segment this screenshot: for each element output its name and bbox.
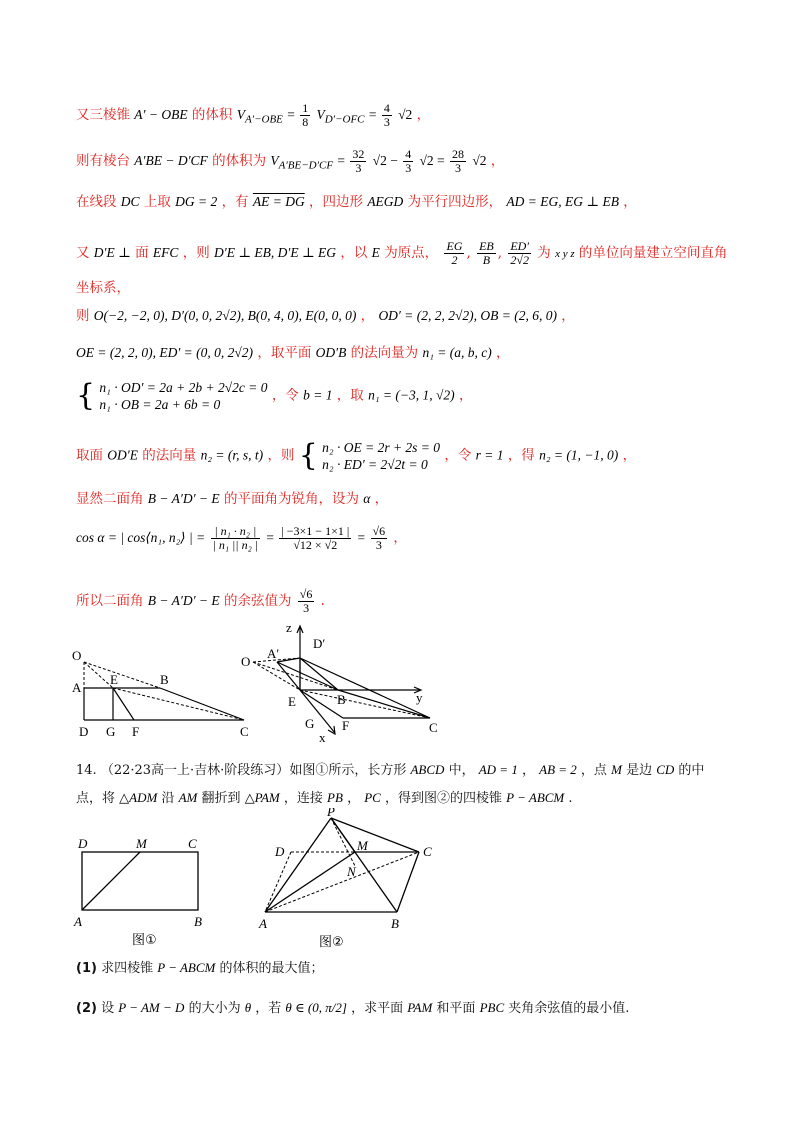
- problem-source: （22·23高一上·吉林·阶段练习）: [100, 763, 290, 778]
- math-expr: b = 1: [303, 387, 333, 403]
- math-expr: =: [266, 530, 278, 545]
- problem-number: 14.: [76, 763, 97, 778]
- edge-BC: [160, 688, 244, 720]
- segment-AM: [82, 852, 140, 910]
- label-F: F: [342, 718, 350, 733]
- text: 上取: [143, 194, 171, 210]
- text: 如图①所示，长方形: [289, 763, 407, 778]
- problem-14-line-2: [76, 788, 573, 809]
- edge-PA: [265, 818, 331, 912]
- label-D': D′: [313, 636, 326, 651]
- numerator: √6: [299, 587, 313, 601]
- solution-line-1: [76, 102, 430, 130]
- math-expr: PB: [327, 790, 343, 805]
- math-expr: A′BE − D′CF: [134, 153, 208, 168]
- math-expr: M: [611, 762, 622, 777]
- fraction: [477, 240, 496, 267]
- numerator: EG: [446, 239, 463, 253]
- math-expr: D′E ⊥ EB, D′E ⊥ EG: [214, 245, 337, 260]
- question-1: [76, 958, 324, 979]
- math-expr: E: [371, 245, 380, 260]
- math-expr: ABCD: [410, 762, 445, 777]
- label-B: B: [337, 692, 346, 707]
- math-expr: n₁ = (−3, 1, √2): [368, 387, 455, 403]
- text: 在线段: [76, 194, 117, 210]
- text: ，: [490, 153, 505, 169]
- text: 点，将: [76, 791, 116, 806]
- math-expr: √2: [472, 153, 487, 168]
- math-expr: AE = DG: [252, 194, 305, 209]
- text: 则: [76, 308, 90, 324]
- text: ，: [521, 763, 535, 778]
- text: ，连接: [283, 791, 323, 806]
- label-D: D: [79, 724, 89, 739]
- math-expr: PAM: [407, 1000, 433, 1015]
- brace: {: [298, 438, 318, 473]
- math-expr: AEGD: [367, 194, 404, 209]
- math-expr: =: [357, 530, 369, 545]
- math-interval: (0, π/2]: [307, 1000, 347, 1015]
- label-C: C: [240, 724, 249, 739]
- solution-line-7: [76, 343, 510, 363]
- text: ，: [623, 194, 637, 210]
- label-B: B: [160, 672, 169, 687]
- text: 为平行四边形，: [407, 194, 503, 210]
- text: ，求平面: [351, 1001, 404, 1016]
- numerator: ED′: [510, 239, 529, 253]
- edge-D'C: [300, 658, 430, 718]
- text: 的体积为: [212, 153, 267, 169]
- text: 中，: [448, 763, 475, 778]
- text: ，以: [340, 245, 368, 261]
- denominator: | n₁ || n₂ |: [212, 538, 259, 552]
- numerator: EB: [479, 239, 494, 253]
- fraction: [403, 148, 413, 175]
- solution-line-4: 又 D′E ⊥ 面 EFC ，则 D′E ⊥ EB, D′E ⊥ EG ，以 E 为原点， $\frac{EG}{2}$ , $\frac{EB}{B}$ , $\frac{ED'}{2√2}$ 为 x y z 的单位向量建立空间直角: [76, 239, 728, 267]
- fraction: [508, 240, 531, 267]
- math-expr: AB = 2: [539, 762, 577, 777]
- text: ，则: [182, 245, 210, 261]
- text: ，: [347, 791, 361, 806]
- math-expr: PBC: [479, 1000, 505, 1015]
- denominator: 2√2: [510, 253, 529, 267]
- math-expr: D′E ⊥: [93, 245, 131, 260]
- text: ，取平面: [257, 345, 312, 361]
- text: ，: [416, 107, 431, 123]
- solution-line-10: [76, 489, 388, 509]
- text: ，则: [267, 447, 295, 464]
- label-M: M: [357, 838, 368, 853]
- label-A': A′: [267, 646, 280, 661]
- math-expr: V: [236, 107, 245, 122]
- math-expr: n₂ = (1, −1, 0): [539, 447, 619, 463]
- label-F: F: [132, 724, 140, 739]
- math-expr: α: [363, 491, 371, 506]
- label-z: z: [286, 620, 292, 635]
- edge-PC: [331, 818, 419, 852]
- math-expr: V: [316, 107, 325, 122]
- problem-14-line-1: [76, 760, 704, 781]
- solution-line-3: [76, 192, 637, 212]
- text: ，令: [444, 447, 472, 464]
- fraction: [298, 588, 315, 615]
- math-expr: O(−2, −2, 0), D′(0, 0, 2√2), B(0, 4, 0), E(0, 0, 0): [93, 308, 357, 323]
- text: ，: [561, 308, 575, 324]
- text: 又三棱锥: [76, 107, 130, 123]
- math-expr: cos α = | cos⟨n₁, n₂⟩ | =: [76, 530, 209, 545]
- text: ，: [374, 491, 389, 507]
- equation: n₂ · OE = 2r + 2s = 0: [322, 440, 441, 455]
- text: 的中: [678, 763, 705, 778]
- label-O: O: [72, 648, 82, 663]
- denominator: 3: [405, 161, 412, 175]
- caption-figure-1: 图①: [132, 933, 157, 948]
- math-expr: x y z: [555, 248, 575, 260]
- math-sub: A′−OBE: [244, 113, 283, 126]
- label-B: B: [391, 916, 399, 931]
- numerator: 4: [405, 147, 412, 161]
- denominator: 3: [455, 161, 462, 175]
- dashed-OB: [84, 662, 160, 688]
- label-A: A: [259, 916, 267, 931]
- text: 的法向量: [142, 447, 197, 464]
- math-expr: V: [270, 153, 279, 168]
- solution-line-9: [76, 438, 636, 478]
- numerator: 4: [383, 101, 390, 115]
- text: 是边: [626, 763, 653, 778]
- label-P: P: [327, 808, 335, 819]
- fraction: [350, 148, 366, 175]
- text: ，有: [221, 194, 249, 210]
- text: ，取: [336, 387, 364, 404]
- math-expr: AD = EG, EG ⊥ EB: [506, 194, 619, 209]
- equation-system: [99, 379, 267, 413]
- label-x: x: [319, 730, 326, 743]
- figure-2-pyramid: [255, 808, 445, 950]
- math-expr: =: [368, 107, 380, 122]
- edge-BC: [397, 852, 419, 912]
- question-2: [76, 998, 629, 1019]
- label-y: y: [416, 690, 423, 705]
- label-E: E: [288, 694, 296, 709]
- label-D: D: [78, 836, 88, 851]
- math-expr: √2 −: [372, 153, 402, 168]
- text: 的法向量为: [350, 345, 419, 361]
- denominator: B: [482, 253, 491, 267]
- fraction: [382, 102, 392, 129]
- math-expr: r = 1: [475, 447, 504, 463]
- solution-line-12: [76, 588, 325, 615]
- solution-line-8: [76, 378, 472, 418]
- math-expr: B − A′D′ − E: [147, 593, 220, 608]
- label-D: D: [275, 844, 285, 859]
- denominator: √12 × √2: [293, 538, 338, 552]
- equation: n₁ · OD′ = 2a + 2b + 2√2c = 0: [99, 380, 268, 395]
- denominator: 8: [302, 115, 309, 129]
- text: 的余弦值为: [223, 593, 292, 609]
- math-expr: OD′ = (2, 2, 2√2), OB = (2, 6, 0): [378, 308, 557, 323]
- label-C: C: [423, 844, 432, 859]
- text: .: [320, 593, 325, 609]
- solution-line-6: [76, 306, 575, 326]
- text: ，: [458, 387, 473, 404]
- math-expr: OD′E: [107, 447, 138, 463]
- text: 又: [76, 245, 90, 261]
- label-G: G: [305, 716, 315, 731]
- label-C: C: [429, 720, 438, 735]
- label-E: E: [110, 672, 118, 687]
- math-expr: P − ABCM: [157, 960, 216, 975]
- text: ，: [496, 345, 510, 361]
- math-expr: △ADM: [119, 790, 158, 805]
- math-expr: θ ∈: [285, 1000, 308, 1015]
- math-expr: OD′B: [315, 345, 347, 360]
- math-expr: =: [337, 153, 349, 168]
- math-expr: OE = (2, 2, 0), ED′ = (0, 0, 2√2): [76, 345, 254, 360]
- math-expr: B − A′D′ − E: [147, 491, 220, 506]
- text: 和平面: [436, 1001, 476, 1016]
- denominator: 3: [375, 538, 382, 552]
- question-number: (2): [76, 1001, 97, 1016]
- dashed-OE: [253, 662, 300, 690]
- text: 的平面角为锐角，设为: [223, 491, 359, 507]
- text: 的大小为: [188, 1001, 241, 1016]
- text: ，: [393, 530, 407, 546]
- text: 的单位向量建立空间直角: [578, 245, 728, 261]
- numerator: | n₁ · n₂ |: [211, 525, 261, 539]
- math-expr: =: [287, 107, 299, 122]
- text: ，点: [580, 763, 607, 778]
- denominator: 3: [383, 115, 390, 129]
- fraction: [300, 102, 310, 129]
- math-expr: P − ABCM: [506, 790, 565, 805]
- math-expr: A′ − OBE: [134, 107, 188, 122]
- math-sub: A′BE−D′CF: [278, 159, 334, 172]
- edge-EF: [113, 688, 134, 720]
- text: 取面: [76, 447, 103, 464]
- edge-A'B: [277, 662, 338, 690]
- figure-1-rectangle: [70, 834, 220, 949]
- math-expr: n₁ = (a, b, c): [422, 345, 492, 360]
- text: 求四棱锥: [101, 961, 154, 976]
- text: 显然二面角: [76, 491, 144, 507]
- caption-figure-2: 图②: [319, 935, 344, 950]
- math-expr: DC: [120, 194, 140, 209]
- x-arrow: [328, 726, 335, 734]
- math-expr: n₂ = (r, s, t): [200, 447, 264, 463]
- text: ，: [360, 308, 375, 324]
- text: 坐标系，: [76, 280, 130, 296]
- fraction: [450, 148, 466, 175]
- math-expr: AD = 1: [478, 762, 518, 777]
- numerator: 28: [452, 147, 465, 161]
- equation-system: [322, 439, 440, 473]
- label-B: B: [194, 914, 202, 929]
- text: 所以二面角: [76, 593, 144, 609]
- solution-line-5: [76, 278, 130, 298]
- math-expr: △PAM: [244, 790, 280, 805]
- label-A: A: [72, 680, 82, 695]
- edge-D'B: [300, 658, 338, 690]
- dashed-OE: [84, 662, 113, 688]
- math-expr: θ: [244, 1000, 252, 1015]
- fraction: [279, 525, 351, 552]
- dashed-OB: [253, 662, 338, 690]
- label-C: C: [188, 836, 197, 851]
- denominator: 2: [451, 253, 458, 267]
- math-sub: D′−OFC: [324, 113, 365, 126]
- text: ，得: [507, 447, 535, 464]
- text: 翻折到: [201, 791, 241, 806]
- text: 的体积的最大值；: [219, 961, 324, 976]
- text: 为原点，: [384, 245, 439, 261]
- fraction: [211, 525, 261, 552]
- fraction: [444, 240, 464, 267]
- text: 为: [537, 245, 551, 261]
- text: .: [568, 791, 573, 806]
- brace: {: [76, 378, 96, 413]
- text: 沿: [161, 791, 175, 806]
- label-A: A: [74, 914, 82, 929]
- rect-ABCD: [82, 852, 198, 910]
- question-number: (1): [76, 961, 97, 976]
- text: ，: [622, 447, 637, 464]
- equation: n₂ · ED′ = 2√2t = 0: [322, 457, 428, 472]
- solution-line-11: [76, 525, 407, 552]
- math-expr: √2: [398, 107, 413, 122]
- math-expr: CD: [656, 762, 675, 777]
- text: 则有棱台: [76, 153, 130, 169]
- math-expr: √2 =: [419, 153, 449, 168]
- numerator: 1: [302, 101, 309, 115]
- text: ，得到图②的四棱锥: [384, 791, 502, 806]
- text: 的体积: [191, 107, 233, 123]
- math-expr: PC: [364, 790, 381, 805]
- text: 设: [101, 1001, 115, 1016]
- equation: n₁ · OB = 2a + 6b = 0: [99, 397, 221, 412]
- math-expr: AM: [178, 790, 198, 805]
- denominator: 3: [303, 601, 310, 615]
- denominator: 3: [355, 161, 362, 175]
- label-G: G: [106, 724, 116, 739]
- numerator: 32: [352, 147, 365, 161]
- text: 面: [135, 245, 149, 261]
- label-M: M: [136, 836, 147, 851]
- text: ，四边形: [309, 194, 364, 210]
- math-expr: EFC: [152, 245, 179, 260]
- text: ，若: [255, 1001, 282, 1016]
- text: ，令: [271, 387, 299, 404]
- label-O: O: [241, 654, 251, 669]
- figure-3d-coordinates: [235, 618, 450, 743]
- solution-line-2: [76, 148, 504, 176]
- dashed-EC: [113, 688, 244, 720]
- math-expr: P − AM − D: [118, 1000, 185, 1015]
- math-expr: DG = 2: [175, 194, 218, 209]
- text: 夹角余弦值的最小值.: [508, 1001, 630, 1016]
- numerator: √6: [372, 524, 386, 538]
- label-N: N: [347, 864, 356, 879]
- numerator: | −3×1 − 1×1 |: [281, 524, 350, 538]
- fraction: [371, 525, 388, 552]
